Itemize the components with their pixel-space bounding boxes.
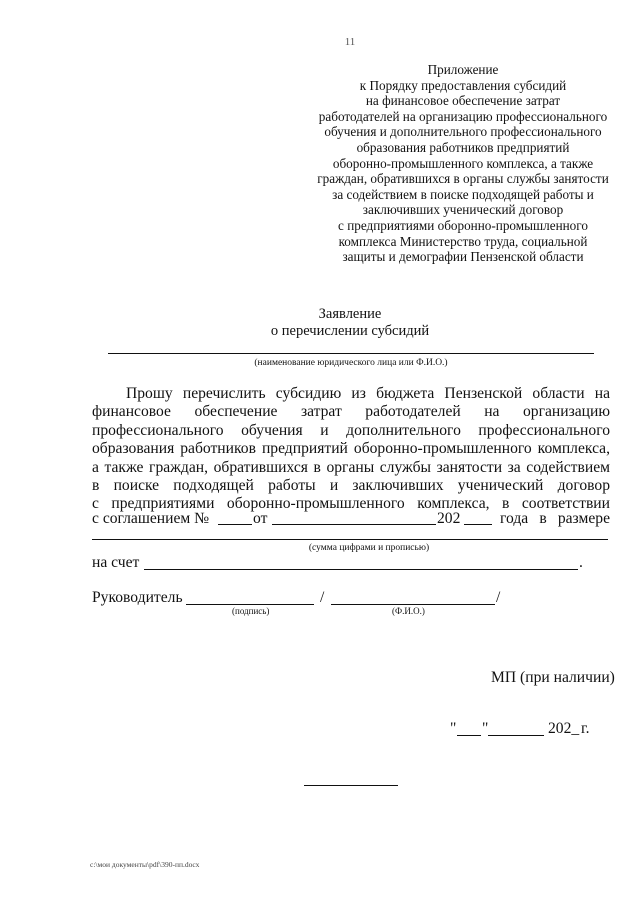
agreement-from-label: от [253, 510, 268, 527]
agreement-number-field[interactable] [218, 524, 252, 525]
signature-separator: / [320, 589, 325, 606]
stamp-note: МП (при наличии) [491, 669, 615, 686]
appendix-line: оборонно-промышленного комплекса, а также [332, 155, 594, 171]
signer-name-field[interactable] [331, 604, 495, 605]
body-line: а также граждан, обратившихся в органы службы занятости за содействием [92, 458, 610, 476]
agreement-year-field[interactable] [464, 524, 492, 525]
appendix-line: обучения и дополнительного профессионального [324, 124, 602, 140]
appendix-line: с предприятиями оборонно-промышленного [338, 217, 588, 233]
appendix-block [285, 62, 640, 265]
body-line: образования работников предприятий оборонно-промышленного комплекса, [92, 440, 610, 458]
date-day-field[interactable] [457, 735, 481, 736]
account-label: на счет [92, 554, 140, 571]
signer-name-hint: (Ф.И.О.) [392, 606, 425, 616]
amount-field[interactable] [92, 539, 608, 540]
agreement-date-field[interactable] [272, 524, 436, 525]
appendix-line: граждан, обратившихся в органы службы занятости [317, 171, 609, 187]
date-month-field[interactable] [488, 735, 544, 736]
title-subline: о перечислении субсидий [270, 323, 430, 339]
amount-hint: (сумма цифрами и прописью) [308, 543, 430, 553]
appendix-line: Приложение [427, 62, 499, 77]
appendix-line: за содействием в поиске подходящей работы и [332, 186, 594, 202]
signature-end-slash: / [496, 589, 501, 606]
appendix-line: образования работников предприятий [356, 139, 570, 155]
appendix-line: заключивших ученический договор [362, 202, 564, 218]
agreement-suffix: года в размере [500, 510, 610, 527]
title-line: Заявление [318, 306, 382, 322]
document-title [0, 306, 640, 340]
signature-label: Руководитель [92, 589, 183, 606]
closing-rule [304, 785, 398, 786]
applicant-name-hint: (наименование юридического лица или Ф.И.О.) [254, 358, 448, 368]
page-number: 11 [344, 36, 356, 48]
date-year-suffix: г. [581, 720, 590, 737]
account-period: . [579, 554, 583, 571]
date-year: 202_ [548, 720, 580, 737]
body-line: Прошу перечислить субсидию из бюджета Пензенской области на [126, 385, 610, 402]
body-line: финансовое обеспечение затрат работодателей на организацию [92, 403, 610, 421]
agreement-year-prefix: 202 [437, 510, 461, 527]
date-close-quote: " [482, 720, 489, 737]
agreement-prefix: с соглашением № [92, 510, 210, 527]
footer-file-path: c:\мои документы\pdf\390-пп.docx [90, 860, 200, 869]
appendix-line: к Порядку предоставления субсидий [359, 77, 567, 93]
body-line: профессионального обучения и дополнительного профессионального [92, 421, 610, 439]
signature-hint: (подпись) [232, 606, 270, 616]
request-body [92, 385, 610, 514]
appendix-line: защиты и демографии Пензенской области [342, 249, 584, 265]
appendix-line: работодателей на организацию профессионального [318, 108, 608, 124]
account-field[interactable] [144, 569, 578, 570]
signature-field[interactable] [186, 604, 314, 605]
body-line: в поиске подходящей работы и заключивших ученический договор [92, 477, 610, 495]
appendix-line: на финансовое обеспечение затрат [365, 93, 561, 109]
date-open-quote: " [450, 720, 457, 737]
applicant-name-field[interactable] [108, 353, 594, 354]
body-line: с предприятиями оборонно-промышленного комплекса, в соответствии [92, 495, 610, 513]
appendix-line: комплекса Министерство труда, социальной [338, 233, 588, 249]
